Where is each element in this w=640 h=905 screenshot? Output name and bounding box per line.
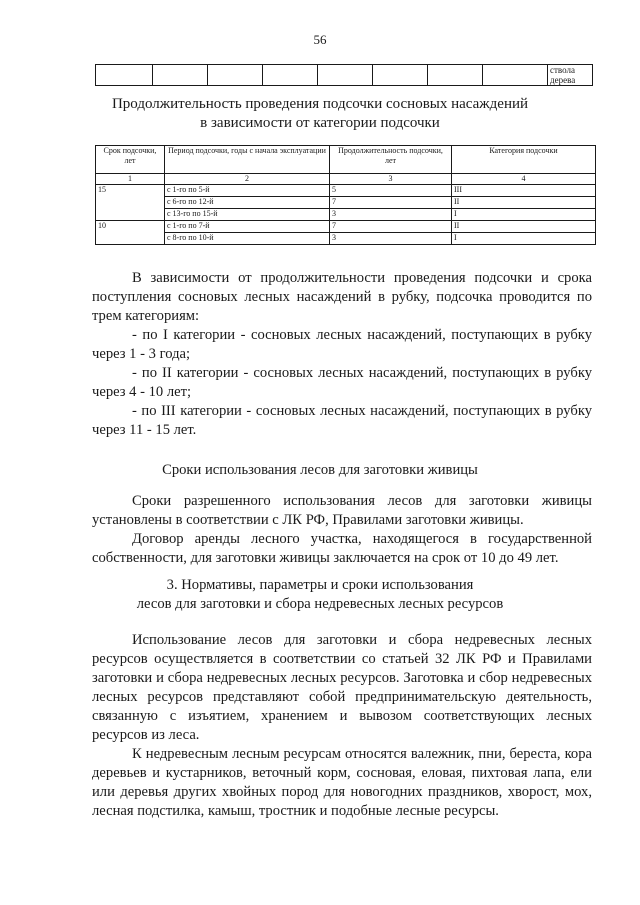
- tapping-table: [95, 145, 596, 245]
- paragraph: В зависимости от продолжительности проведения подсочки и срока поступления сосновых лесных насаждений в рубку, подсочка проводится по трем категориям:: [92, 270, 592, 324]
- table-cell: [373, 65, 428, 86]
- paragraph: Использование лесов для заготовки и сбора недревесных лесных ресурсов осуществляется в соответствии со статьей 32 ЛК РФ и Правилами заготовки и сбора недревесных лесных ресурсов. Заготовка и сбор недревесных лесных ресурсов представляют собой предпринимательскую деятельность, связанную с изъятием, хранением и вывозом соответствующих лесных ресурсов из леса.: [92, 632, 592, 743]
- page-number: 56: [313, 32, 327, 47]
- header-duration: Продолжительность подсочки, лет: [330, 146, 452, 174]
- col-number: 1: [96, 174, 165, 185]
- cell-period: с 8-го по 10-й: [165, 233, 330, 245]
- table-row: [96, 197, 596, 209]
- table-cell: [96, 65, 153, 86]
- table-title: [60, 95, 580, 133]
- cell-period: с 1-го по 7-й: [165, 221, 330, 233]
- cell-duration: 7: [330, 221, 452, 233]
- section-3-heading-line2: лесов для заготовки и сбора недревесных лесных ресурсов: [136, 596, 504, 612]
- cell-category: III: [452, 185, 596, 197]
- table-cell: [483, 65, 548, 86]
- table-cell-last: ствола дерева: [548, 65, 593, 86]
- table-header-row: [96, 146, 596, 174]
- table-cell: [263, 65, 318, 86]
- section-3-text: [92, 631, 592, 821]
- cell-category: I: [452, 233, 596, 245]
- header-period: Период подсочки, годы с начала эксплуатации: [165, 146, 330, 174]
- col-number: 4: [452, 174, 596, 185]
- cell-category: I: [452, 209, 596, 221]
- cell-duration: 5: [330, 185, 452, 197]
- cell-duration: 7: [330, 197, 452, 209]
- cell-term: 15: [96, 185, 165, 221]
- table-row: [96, 209, 596, 221]
- table-cell: [318, 65, 373, 86]
- cell-category: II: [452, 197, 596, 209]
- col-number: 3: [330, 174, 452, 185]
- cell-category: II: [452, 221, 596, 233]
- header-term: Срок подсочки, лет: [96, 146, 165, 174]
- section-3-heading: [60, 576, 580, 614]
- table-cell: [208, 65, 263, 86]
- table-row: [96, 65, 593, 86]
- cell-term: 10: [96, 221, 165, 245]
- continued-table-row: [95, 64, 593, 86]
- cell-period: с 1-го по 5-й: [165, 185, 330, 197]
- table-cell: [428, 65, 483, 86]
- paragraph: Договор аренды лесного участка, находящегося в государственной собственности, для заготовки живицы заключается на срок от 10 до 49 лет.: [92, 531, 592, 566]
- table-row: [96, 185, 596, 197]
- section-3-heading-line1: 3. Нормативы, параметры и сроки использования: [166, 577, 474, 593]
- resin-text: [92, 492, 592, 568]
- cell-duration: 3: [330, 233, 452, 245]
- cell-period: с 13-го по 15-й: [165, 209, 330, 221]
- cell-duration: 3: [330, 209, 452, 221]
- section-heading: Сроки использования лесов для заготовки живицы: [162, 462, 478, 478]
- table-row: [96, 233, 596, 245]
- list-item: - по I категории - сосновых лесных насаждений, поступающих в рубку через 1 - 3 года;: [92, 327, 592, 362]
- list-item: - по III категории - сосновых лесных насаждений, поступающих в рубку через 11 - 15 лет.: [92, 403, 592, 438]
- list-item: - по II категории - сосновых лесных насаждений, поступающих в рубку через 4 - 10 лет;: [92, 365, 592, 400]
- table-cell: [153, 65, 208, 86]
- col-number: 2: [165, 174, 330, 185]
- table-number-row: [96, 174, 596, 185]
- table-title-line1: Продолжительность проведения подсочки сосновых насаждений: [111, 96, 529, 112]
- categories-text: [92, 269, 592, 440]
- paragraph: К недревесным лесным ресурсам относятся валежник, пни, береста, кора деревьев и кустарников, веточный корм, сосновая, еловая, пихтовая лапа, ели или деревья других хвойных пород для новогодних праздников, хворост, мох, лесная подстилка, камыш, тростник и подобные лесные ресурсы.: [92, 746, 592, 819]
- table-row: [96, 221, 596, 233]
- paragraph: Сроки разрешенного использования лесов для заготовки живицы установлены в соответствии с ЛК РФ, Правилами заготовки живицы.: [92, 493, 592, 528]
- header-category: Категория подсочки: [452, 146, 596, 174]
- table-title-line2: в зависимости от категории подсочки: [200, 115, 440, 131]
- cell-period: с 6-го по 12-й: [165, 197, 330, 209]
